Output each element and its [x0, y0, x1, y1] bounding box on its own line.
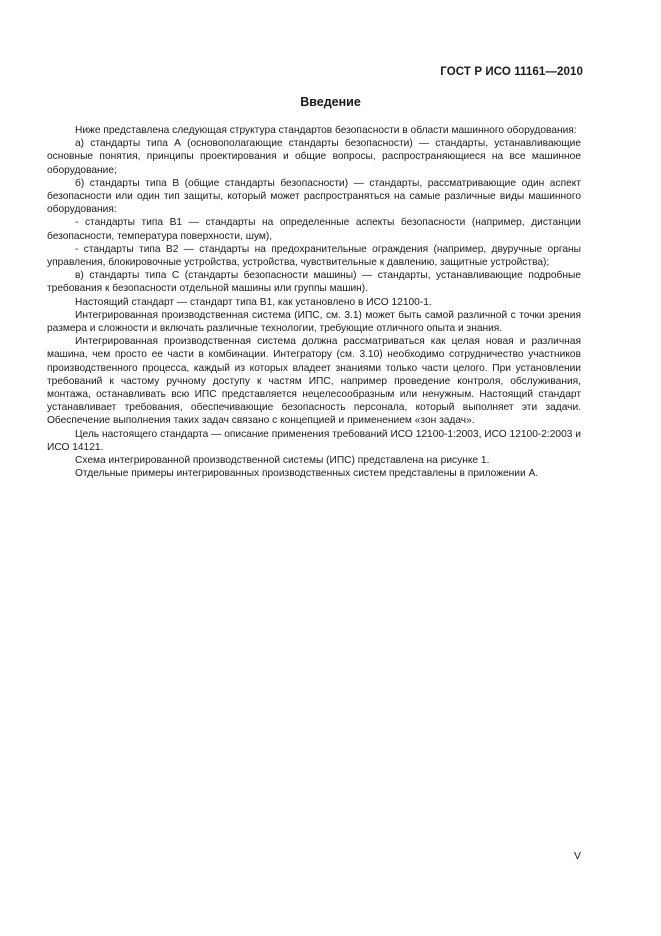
- section-title: Введение: [300, 95, 361, 109]
- paragraph-purpose: Цель настоящего стандарта — описание применения требований ИСО 12100-1:2003, ИСО 12100-2:2003 и ИСО 14121.: [47, 428, 581, 453]
- paragraph-type-c: в) стандарты типа С (стандарты безопасности машины) — стандарты, устанавливающие подробные требования к безопасности отдельной машины или группы машин).: [47, 270, 581, 295]
- page-number: V: [573, 850, 581, 862]
- paragraph-ips-requirements: Интегрированная производственная система должна рассматриваться как целая новая и различная машина, чем просто ее части в комбинации. Интегратору (см. 3.10) необходимо сотрудничество участников производственного процесса, каждый из которых владеет знаниями только части целого. При установлении требований к частому ручному доступу к частям ИПС, например проведение контроля, обслуживания, монтажа, останавливать всю ИПС представляется нецелесообразным или ненужным. Настоящий стандарт устанавливает требования, обеспечивающие безопасность персонала, который выполняет эти задачи. Обеспечение выполнения таких задач связано с концепцией и применением «зон задач».: [47, 336, 581, 427]
- paragraph-type-b1: - стандарты типа В1 — стандарты на определенные аспекты безопасности (например, дистанции безопасности, температура поверхности, шум),: [47, 217, 581, 242]
- paragraph-figure-ref: Схема интегрированной производственной системы (ИПС) представлена на рисунке 1.: [75, 455, 490, 467]
- introduction-body: [47, 124, 581, 480]
- paragraph-annex-ref: Отдельные примеры интегрированных производственных систем представлены в приложении А.: [75, 468, 539, 480]
- paragraph-ips-definition: Интегрированная производственная система (ИПС, см. 3.1) может быть самой различной с точки зрения размера и сложности и включать различные технологии, требующие отличного опыта и знания.: [47, 309, 581, 335]
- paragraph-type-b: б) стандарты типа В (общие стандарты безопасности) — стандарты, рассматривающие один аспект безопасности или один тип защиты, который может распространяться на самые различные виды машинного оборудования:: [47, 177, 581, 216]
- document-code: ГОСТ Р ИСО 11161—2010: [440, 66, 583, 78]
- paragraph-standard-type: Настоящий стандарт — стандарт типа В1, как установлено в ИСО 12100-1.: [75, 296, 432, 308]
- paragraph-type-b2: - стандарты типа В2 — стандарты на предохранительные ограждения (например, двуручные органы управления, блокировочные устройства, устройства, чувствительные к давлению, защитные устройства);: [47, 243, 581, 269]
- paragraph-type-a: а) стандарты типа А (основополагающие стандарты безопасности) — стандарты, устанавливающие основные понятия, принципы проектирования и общие вопросы, распространяющиеся на все машинное оборудование;: [47, 138, 581, 176]
- paragraph-structure-intro: Ниже представлена следующая структура стандартов безопасности в области машинного оборудования:: [75, 125, 577, 136]
